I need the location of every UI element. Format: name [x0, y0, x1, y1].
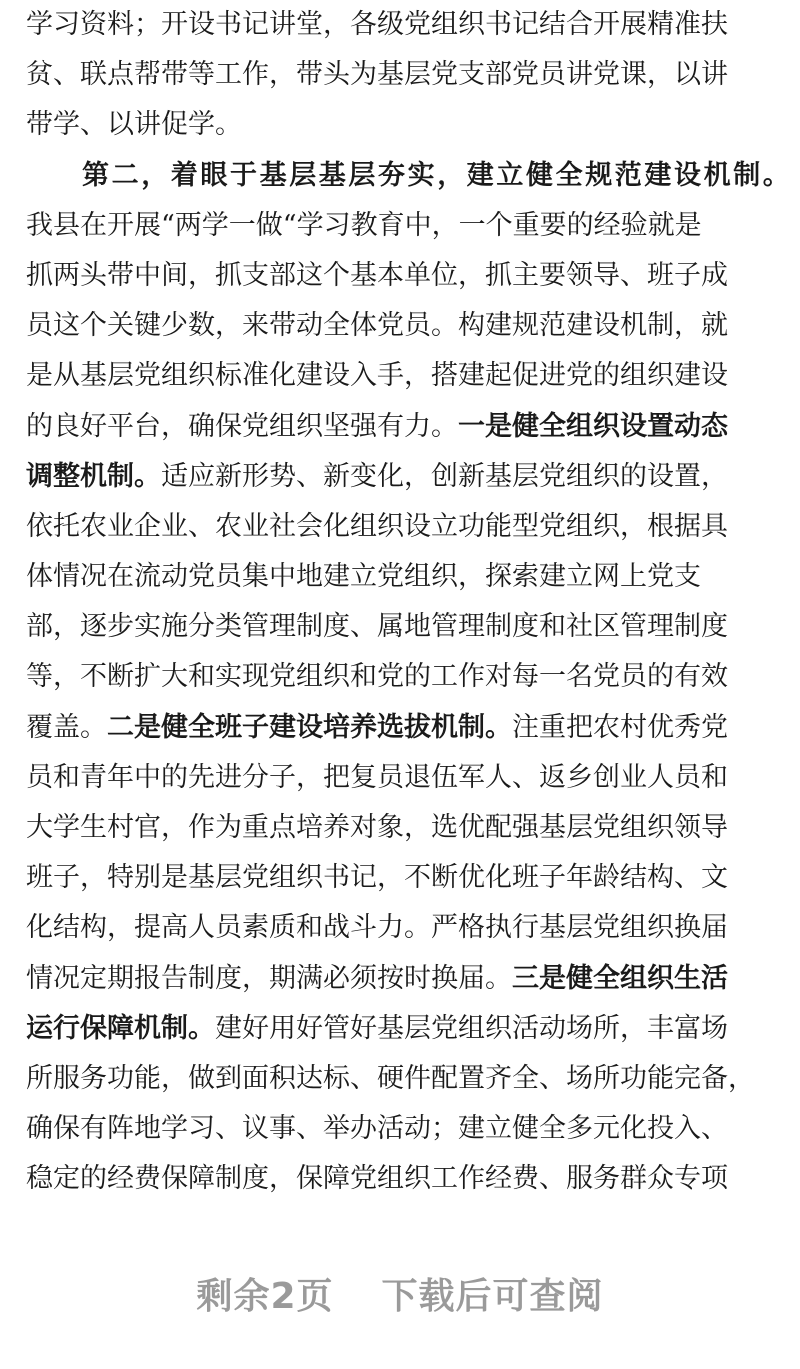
- text-segment: 所服务功能，做到面积达标、硬件配置齐全、场所功能完备，: [26, 1062, 755, 1094]
- text-segment: 化结构，提高人员素质和战斗力。严格执行基层党组织换届: [26, 912, 728, 944]
- text-segment: 员和青年中的先进分子，把复员退伍军人、返乡创业人员和: [26, 761, 728, 793]
- text-line: [26, 251, 778, 301]
- bold-text-segment: 第二，着眼于基层基层夯实，建立健全规范建设机制。: [82, 159, 793, 191]
- text-segment: 稳定的经费保障制度，保障党组织工作经费、服务群众专项: [26, 1163, 728, 1195]
- text-line: [26, 853, 778, 903]
- text-line: [26, 100, 778, 150]
- text-line: [26, 402, 778, 452]
- text-segment: 员这个关键少数，来带动全体党员。构建规范建设机制，就: [26, 310, 728, 342]
- text-segment: 我县在开展“两学一做“学习教育中，一个重要的经验就是: [26, 209, 702, 241]
- bold-text-segment: 运行保障机制。: [26, 1012, 215, 1044]
- text-segment: 学习资料；开设书记讲堂，各级党组织书记结合开展精准扶: [26, 9, 728, 40]
- download-hint-label: 下载后可查阅: [381, 1276, 604, 1317]
- text-line: [26, 502, 778, 552]
- text-segment: 班子，特别是基层党组织书记，不断优化班子年龄结构、文: [26, 862, 728, 894]
- text-line: [26, 903, 778, 953]
- text-segment: 确保有阵地学习、议事、举办活动；建立健全多元化投入、: [26, 1113, 728, 1145]
- text-segment: 的良好平台，确保党组织坚强有力。: [26, 410, 458, 442]
- remaining-pages-label: 剩余2页: [196, 1276, 334, 1317]
- text-line: [26, 1054, 778, 1104]
- text-segment: 等，不断扩大和实现党组织和党的工作对每一名党员的有效: [26, 661, 728, 693]
- text-line: [26, 50, 778, 100]
- text-line: [26, 552, 778, 602]
- text-segment: 体情况在流动党员集中地建立党组织，探索建立网上党支: [26, 561, 701, 593]
- text-segment: 带学、以讲促学。: [26, 109, 242, 141]
- text-segment: 贫、联点帮带等工作，带头为基层党支部党员讲党课，以讲: [26, 59, 728, 91]
- text-line: [26, 753, 778, 803]
- text-line: [26, 1004, 778, 1054]
- text-segment: 部，逐步实施分类管理制度、属地管理制度和社区管理制度: [26, 611, 728, 643]
- text-line: [26, 1154, 778, 1204]
- text-line: [26, 301, 778, 351]
- text-line: [26, 351, 778, 401]
- document-body: [26, 0, 793, 1205]
- text-line: [26, 803, 778, 853]
- bold-text-segment: 二是健全班子建设培养选拔机制。: [107, 711, 512, 743]
- bold-text-segment: 调整机制。: [26, 460, 161, 492]
- text-line: [26, 201, 778, 251]
- text-segment: 建好用好管好基层党组织活动场所，丰富场: [215, 1012, 728, 1044]
- text-segment: 抓两头带中间，抓支部这个基本单位，抓主要领导、班子成: [26, 259, 728, 291]
- text-line: [26, 0, 778, 50]
- text-segment: 大学生村官，作为重点培养对象，选优配强基层党组织领导: [26, 812, 728, 843]
- text-line: [26, 954, 778, 1004]
- text-line: [26, 703, 778, 753]
- preview-footer[interactable]: [0, 1268, 800, 1319]
- text-line: [26, 602, 778, 652]
- text-segment: 注重把农村优秀党: [512, 711, 728, 743]
- text-segment: 是从基层党组织标准化建设入手，搭建起促进党的组织建设: [26, 360, 728, 392]
- text-segment: 适应新形势、新变化，创新基层党组织的设置，: [161, 460, 728, 492]
- bold-text-segment: 一是健全组织设置动态: [458, 410, 728, 442]
- text-line: [26, 1104, 778, 1154]
- text-segment: 覆盖。: [26, 711, 107, 743]
- text-line: [26, 652, 778, 702]
- text-line: [26, 151, 793, 201]
- text-segment: 依托农业企业、农业社会化组织设立功能型党组织，根据具: [26, 510, 728, 542]
- text-line: [26, 452, 778, 502]
- bold-text-segment: 三是健全组织生活: [512, 962, 728, 994]
- text-segment: 情况定期报告制度，期满必须按时换届。: [26, 962, 512, 994]
